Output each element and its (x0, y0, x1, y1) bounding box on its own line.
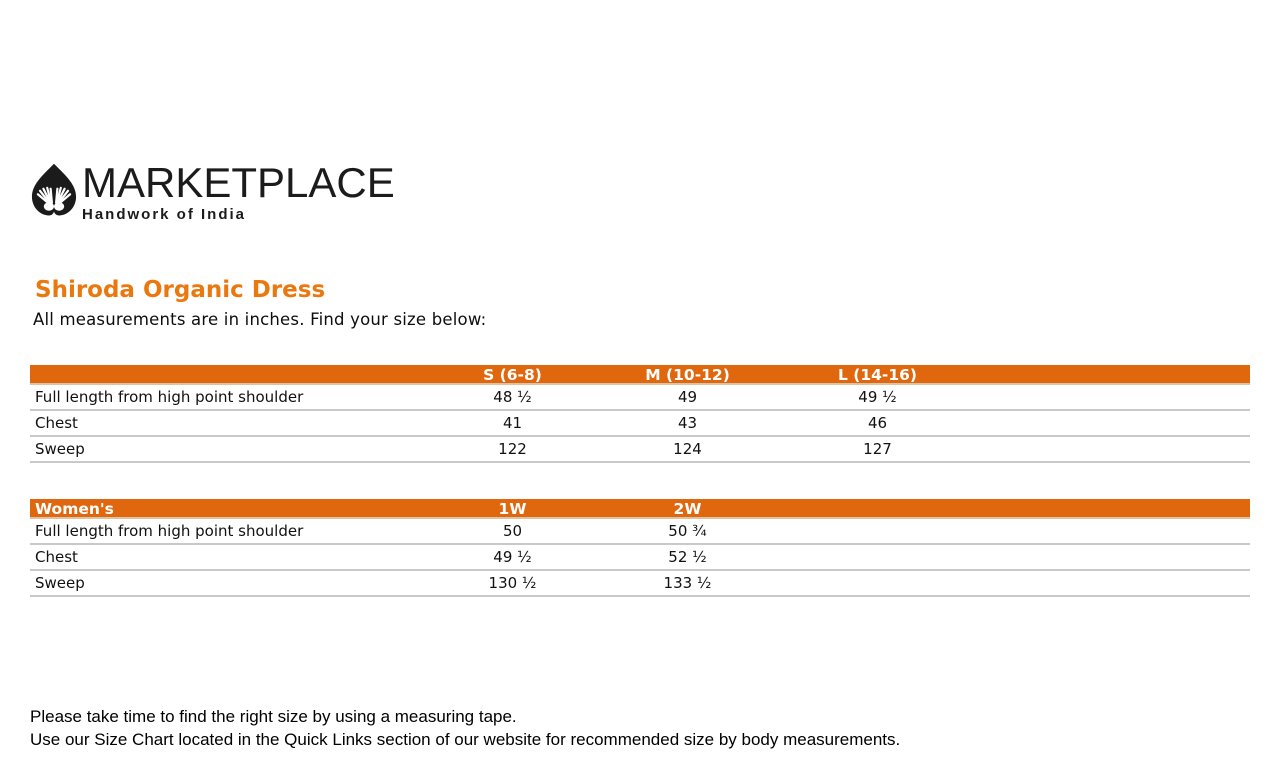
table-row (30, 385, 1250, 411)
row-label: Sweep (35, 574, 85, 592)
header-cell-size-l: L (14-16) (837, 366, 917, 384)
row-value: 130 ½ (488, 574, 537, 592)
row-value: 41 (502, 414, 523, 432)
row-value: 122 (498, 440, 527, 458)
table-row (30, 545, 1250, 571)
quick-links-note: Use our Size Chart located in the Quick Links section of our website for recommended size by body measurements. (30, 730, 901, 749)
row-value: 49 ½ (858, 388, 897, 406)
header-cell-womens: Women's (35, 500, 114, 518)
row-value: 50 ¾ (668, 522, 707, 540)
size-chart-standard-header-row (30, 365, 1250, 385)
brand-logo (28, 161, 395, 223)
measuring-tape-note: Please take time to find the right size by using a measuring tape. (30, 707, 517, 726)
size-chart-womens-header-row (30, 499, 1250, 519)
brand-text-block (82, 161, 395, 223)
table-row (30, 571, 1250, 597)
row-value: 49 ½ (493, 548, 532, 566)
table-row (30, 437, 1250, 463)
row-label: Chest (35, 548, 78, 566)
row-value: 127 (863, 440, 892, 458)
header-cell-size-m: M (10-12) (645, 366, 730, 384)
row-value: 52 ½ (668, 548, 707, 566)
table-row (30, 411, 1250, 437)
marketplace-leaf-hands-icon (28, 162, 80, 218)
row-value: 49 (677, 388, 698, 406)
sizing-help-notes (30, 705, 900, 751)
size-chart-womens (30, 499, 1250, 597)
header-cell-size-2w: 2W (673, 500, 702, 518)
row-value: 124 (673, 440, 702, 458)
size-chart-standard (30, 365, 1250, 463)
row-value: 50 (502, 522, 523, 540)
row-label: Full length from high point shoulder (35, 388, 304, 406)
product-title: Shiroda Organic Dress (35, 277, 326, 303)
row-label: Chest (35, 414, 78, 432)
row-label: Full length from high point shoulder (35, 522, 304, 540)
table-row (30, 519, 1250, 545)
brand-name: MARKETPLACE (82, 159, 395, 206)
row-value: 133 ½ (663, 574, 712, 592)
brand-tagline: Handwork of India (82, 206, 247, 223)
row-value: 48 ½ (493, 388, 532, 406)
row-value: 46 (867, 414, 888, 432)
header-cell-size-s: S (6-8) (483, 366, 542, 384)
row-value: 43 (677, 414, 698, 432)
measurements-note: All measurements are in inches. Find your size below: (33, 310, 487, 329)
header-cell-size-1w: 1W (498, 500, 527, 518)
row-label: Sweep (35, 440, 85, 458)
